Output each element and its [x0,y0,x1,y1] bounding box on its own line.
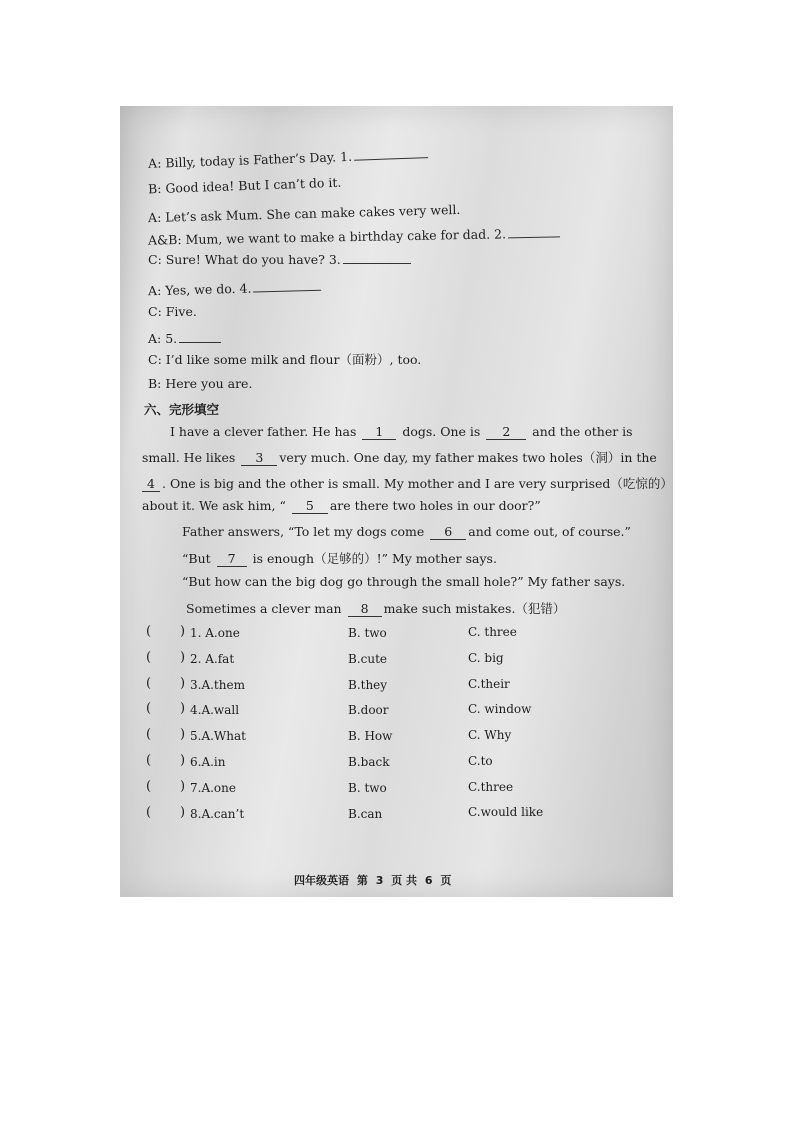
option-a[interactable]: 4.A.wall [190,703,240,717]
dialogue-line-7: C: Five. [148,304,197,319]
answer-blank[interactable] [179,328,221,343]
option-a[interactable]: 6.A.in [190,755,226,769]
blank-7[interactable]: 7 [217,552,247,567]
blank-4[interactable]: 4 [142,477,160,492]
answer-slot[interactable]: ) [180,753,186,768]
option-a[interactable]: 8.A.can’t [190,807,245,821]
option-a[interactable]: 2. A.fat [190,652,235,666]
answer-blank[interactable] [253,276,321,293]
dialogue-line-4: A&B: Mum, we want to make a birthday cake for dad. 2. [148,222,562,247]
dialogue-line-1: A: Billy, today is Father’s Day. 1. [148,143,430,171]
option-b[interactable]: B.they [348,678,388,692]
blank-6[interactable]: 6 [430,525,466,540]
option-c[interactable]: C. window [468,702,532,716]
blank-1[interactable]: 1 [362,425,396,440]
answer-slot[interactable]: ) [180,701,186,716]
dialogue-line-2: B: Good idea! But I can’t do it. [147,174,342,197]
option-c[interactable]: C. three [468,625,517,639]
option-c[interactable]: C.would like [468,805,544,819]
option-c[interactable]: C. big [468,651,504,665]
dialogue-line-9: C: I’d like some milk and flour（面粉）, too. [148,352,422,367]
passage-line-1: I have a clever father. He has 1 dogs. One is 2 and the other is [170,424,633,439]
blank-8[interactable]: 8 [348,602,382,617]
option-a[interactable]: 1. A.one [190,626,240,640]
answer-blank[interactable] [508,222,560,238]
option-c[interactable]: C.their [468,677,510,691]
option-a[interactable]: 3.A.them [190,678,245,692]
passage-line-2: small. He likes 3 very much. One day, my father makes two holes（洞）in the [142,450,657,465]
option-a[interactable]: 7.A.one [190,781,236,795]
option-c[interactable]: C.to [468,754,493,768]
passage-line-5: Father answers, “To let my dogs come 6 and come out, of course.” [182,524,631,539]
option-c[interactable]: C.three [468,780,514,794]
answer-slot[interactable]: ) [180,624,186,639]
option-b[interactable]: B.back [348,755,390,769]
option-c[interactable]: C. Why [468,728,512,742]
answer-slot[interactable]: ) [180,805,186,820]
blank-3[interactable]: 3 [241,451,277,466]
option-b[interactable]: B. two [348,781,387,795]
passage-line-8: Sometimes a clever man 8 make such mistakes.（犯错） [186,601,566,616]
option-b[interactable]: B. two [348,626,387,640]
answer-blank[interactable] [343,249,411,264]
option-b[interactable]: B.cute [348,652,388,666]
dialogue-line-3: A: Let’s ask Mum. She can make cakes very well. [147,201,461,226]
section-title: 六、完形填空 [144,402,220,417]
passage-line-3: 4 . One is big and the other is small. My mother and I are very surprised（吃惊的） [142,474,673,492]
worksheet-page: A: Billy, today is Father’s Day. 1. B: Good idea! But I can’t do it. A: Let’s ask Mum. She can make cakes very well. A&B: Mum, we want to make a birthday cake for dad. 2. C: Sure! What do you have? 3. A: Yes, we do. 4. C: Five. A: 5. C: I’d like some milk and flour（面粉）, too. B: Here you are. 六、完形填空 I have a clever father. He has 1 dogs. One is 2 and the other is small. He likes 3 very much. One day, my father makes two holes（洞）in the 4 . One is big and the other is small. My mother and I are very surprised（吃惊的） about it. We ask him, “ 5 are there two holes in our door?” Father answers, “To let my dogs come 6 and come out, of course.” “But 7 is enough（足够的）!” My mother says. “But how can the big dog go through the small hole?” My father says. Sometimes a clever man 8 make such mistakes.（犯错） ( ) 1. A.one B. two C. three ( ) 2. A.fat B.cute C. big ( ) 3.A.them B.they C.their ( ) 4.A.wall B.door C. window ( ) 5.A.What B. How C. Why ( ) 6.A.in B.back C.to ( ) 7.A.one B. two C.three ( ) 8.A.can’t B.can C.would like 四年级英语 第 3 页 共 6 页 [120,106,673,897]
blank-5[interactable]: 5 [292,499,328,514]
blank-2[interactable]: 2 [486,425,526,440]
answer-slot[interactable]: ) [180,779,186,794]
dialogue-line-5: C: Sure! What do you have? 3. [148,249,413,267]
passage-line-4: about it. We ask him, “ 5 are there two holes in our door?” [142,498,541,513]
answer-slot[interactable]: ) [180,676,186,691]
option-a[interactable]: 5.A.What [190,729,246,743]
answer-slot[interactable]: ) [180,650,186,665]
dialogue-line-10: B: Here you are. [148,376,253,391]
passage-line-7: “But how can the big dog go through the small hole?” My father says. [182,574,626,589]
answer-slot[interactable]: ) [180,727,186,742]
option-b[interactable]: B.door [348,703,389,717]
dialogue-line-8: A: 5. [148,328,223,346]
answer-blank[interactable] [354,143,428,161]
dialogue-line-6: A: Yes, we do. 4. [148,276,324,299]
option-b[interactable]: B.can [348,807,383,821]
option-b[interactable]: B. How [348,729,393,743]
passage-line-6: “But 7 is enough（足够的）!” My mother says. [182,551,497,566]
page-footer: 四年级英语 第 3 页 共 6 页 [294,874,452,887]
